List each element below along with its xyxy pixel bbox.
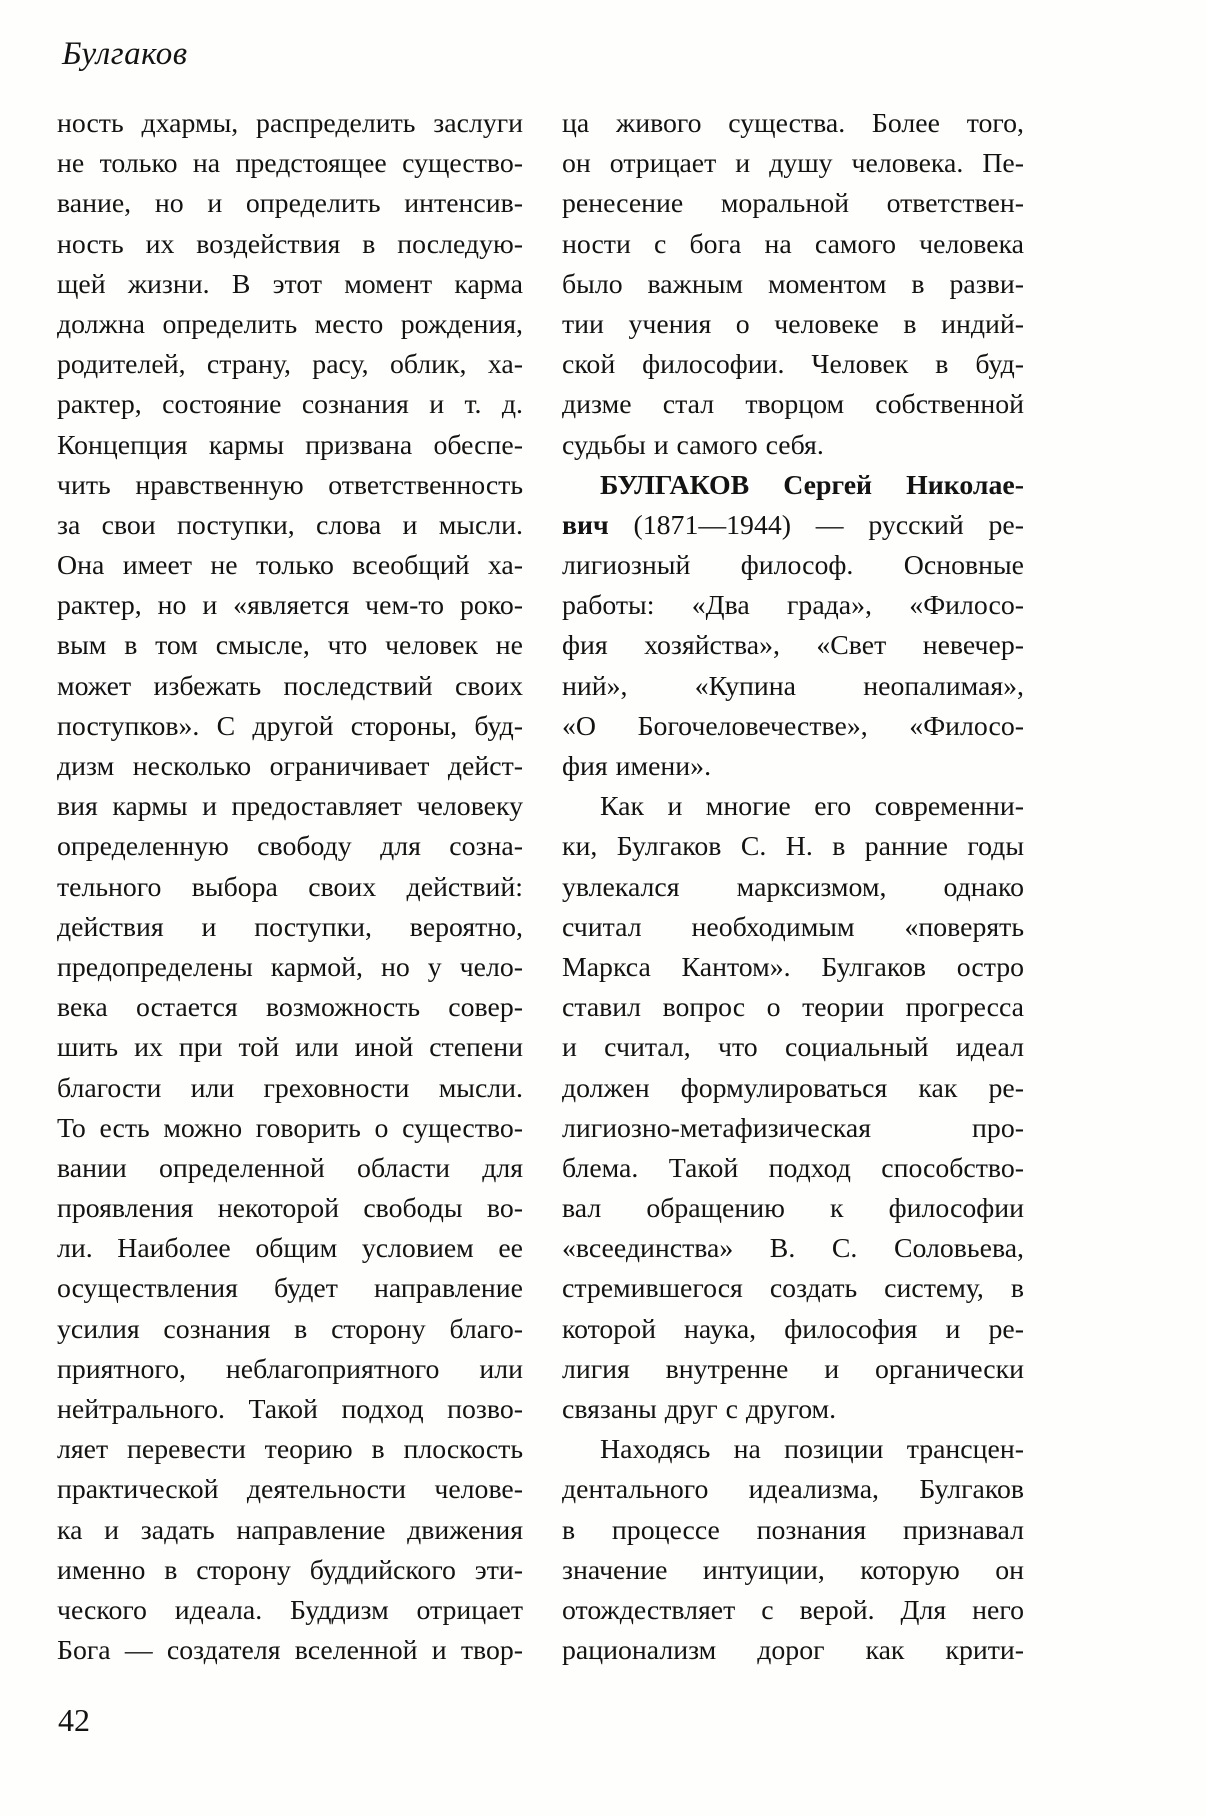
text-line: чить нравственную ответственность: [57, 469, 523, 501]
text-line: значение интуиции, которую он: [562, 1554, 1024, 1586]
text-line: Находясь на позиции трансцен-: [600, 1434, 1024, 1466]
text-line: лигия внутренне и органически: [562, 1353, 1024, 1385]
text-line: ки, Булгаков С. Н. в ранние годы: [562, 831, 1024, 863]
text-line: осуществления будет направление: [57, 1273, 523, 1305]
text-line: Маркса Кантом». Булгаков остро: [562, 951, 1024, 983]
text-line: фия имени».: [562, 751, 712, 782]
text-column-right: [562, 104, 1024, 1671]
text-line: фия хозяйства», «Свет невечер-: [562, 630, 1024, 662]
text-line: ка и задать направление движения: [57, 1514, 523, 1546]
text-line: «О Богочеловечестве», «Филосо-: [562, 710, 1024, 742]
page-number: 42: [58, 1702, 90, 1738]
text-line: щей жизни. В этот момент карма: [57, 268, 523, 300]
text-line: считал необходимым «поверять: [562, 911, 1024, 943]
text-line: предопределены кармой, но у чело-: [57, 951, 523, 983]
text-line: рационализм дорог как крити-: [562, 1635, 1024, 1667]
text-line: ренесение моральной ответствен-: [562, 188, 1024, 220]
text-line: нейтрального. Такой подход позво-: [57, 1394, 523, 1425]
text-line: действия и поступки, вероятно,: [57, 911, 523, 943]
text-line: тии учения о человеке в индий-: [562, 308, 1024, 340]
text-line: поступков». С другой стороны, буд-: [57, 710, 523, 742]
text-line: ность дхармы, распределить заслуги: [57, 108, 523, 139]
text-line: судьбы и самого себя.: [562, 429, 824, 461]
text-line: определенную свободу для созна-: [57, 831, 523, 863]
text-line: стремившегося создать систему, в: [562, 1273, 1024, 1305]
text-line: родителей, страну, расу, облик, ха-: [57, 349, 523, 381]
text-line: может избежать последствий своих: [57, 670, 523, 702]
text-line: ли. Наиболее общим условием ее: [57, 1233, 523, 1265]
text-line: ческого идеала. Буддизм отрицает: [57, 1594, 523, 1626]
text-line: усилия сознания в сторону благо-: [57, 1313, 523, 1345]
running-head: Булгаков: [62, 36, 188, 72]
text-line: именно в сторону буддийского эти-: [57, 1554, 523, 1586]
text-line: не только на предстоящее существо-: [57, 148, 523, 180]
text-line: ца живого существа. Более того,: [562, 108, 1024, 139]
text-line: благости или греховности мысли.: [57, 1072, 523, 1104]
text-line: проявления некоторой свободы во-: [57, 1193, 523, 1225]
text-line: Она имеет не только всеобщий ха-: [57, 550, 523, 582]
text-line: рактер, состояние сознания и т. д.: [57, 389, 523, 421]
text-line: увлекался марксизмом, однако: [562, 871, 1024, 903]
text-line: лигиозный философ. Основные: [562, 550, 1024, 582]
text-line: вым в том смысле, что человек не: [57, 630, 523, 662]
text-line: работы: «Два града», «Филосо-: [562, 590, 1024, 622]
text-line: которой наука, философия и ре-: [562, 1313, 1024, 1345]
text-line: практической деятельности челове-: [57, 1474, 523, 1506]
text-line: Бога — создателя вселенной и твор-: [57, 1635, 523, 1667]
text-line: ность их воздействия в последую-: [57, 228, 523, 260]
text-line: дентального идеализма, Булгаков: [562, 1474, 1024, 1506]
text-line: и считал, что социальный идеал: [562, 1032, 1024, 1064]
text-line: вал обращению к философии: [562, 1193, 1024, 1225]
text-line: ний», «Купина неопалимая»,: [562, 670, 1024, 702]
text-line: должен формулироваться как ре-: [562, 1072, 1024, 1104]
text-line: в процессе познания признавал: [562, 1514, 1024, 1546]
text-line: он отрицает и душу человека. Пе-: [562, 148, 1024, 180]
text-line: ляет перевести теорию в плоскость: [57, 1434, 523, 1466]
text-line: ставил вопрос о теории прогресса: [562, 992, 1024, 1024]
text-line: То есть можно говорить о существо-: [57, 1112, 523, 1144]
text-line: блема. Такой подход способство-: [562, 1152, 1024, 1184]
text-line: БУЛГАКОВ Сергей Николае-: [600, 469, 1024, 501]
text-line: вании определенной области для: [57, 1152, 523, 1184]
text-line: Как и многие его современни-: [600, 791, 1024, 823]
text-line: за свои поступки, слова и мысли.: [57, 509, 523, 541]
text-line: дизме стал творцом собственной: [562, 389, 1024, 421]
text-line: лигиозно-метафизическая про-: [562, 1112, 1024, 1144]
text-line: рактер, но и «является чем-то роко-: [57, 590, 523, 622]
text-line: ности с бога на самого человека: [562, 228, 1024, 260]
text-line: приятного, неблагоприятного или: [57, 1353, 523, 1385]
text-line: вия кармы и предоставляет человеку: [57, 791, 523, 823]
text-line: связаны друг с другом.: [562, 1394, 837, 1425]
text-line: ской философии. Человек в буд-: [562, 349, 1024, 381]
text-line: Концепция кармы призвана обеспе-: [57, 429, 523, 461]
text-line: шить их при той или иной степени: [57, 1032, 523, 1064]
text-line: «всеединства» В. С. Соловьева,: [562, 1233, 1024, 1265]
text-line: дизм несколько ограничивает дейст-: [57, 751, 523, 782]
text-column-left: [57, 104, 523, 1671]
text-line: отождествляет с верой. Для него: [562, 1594, 1024, 1626]
text-line: было важным моментом в разви-: [562, 268, 1024, 300]
text-line: вание, но и определить интенсив-: [57, 188, 523, 220]
text-line: тельного выбора своих действий:: [57, 871, 523, 903]
text-line: века остается возможность совер-: [57, 992, 523, 1024]
text-line: вич (1871—1944) — русский ре-: [562, 509, 1024, 541]
text-line: должна определить место рождения,: [57, 308, 523, 340]
